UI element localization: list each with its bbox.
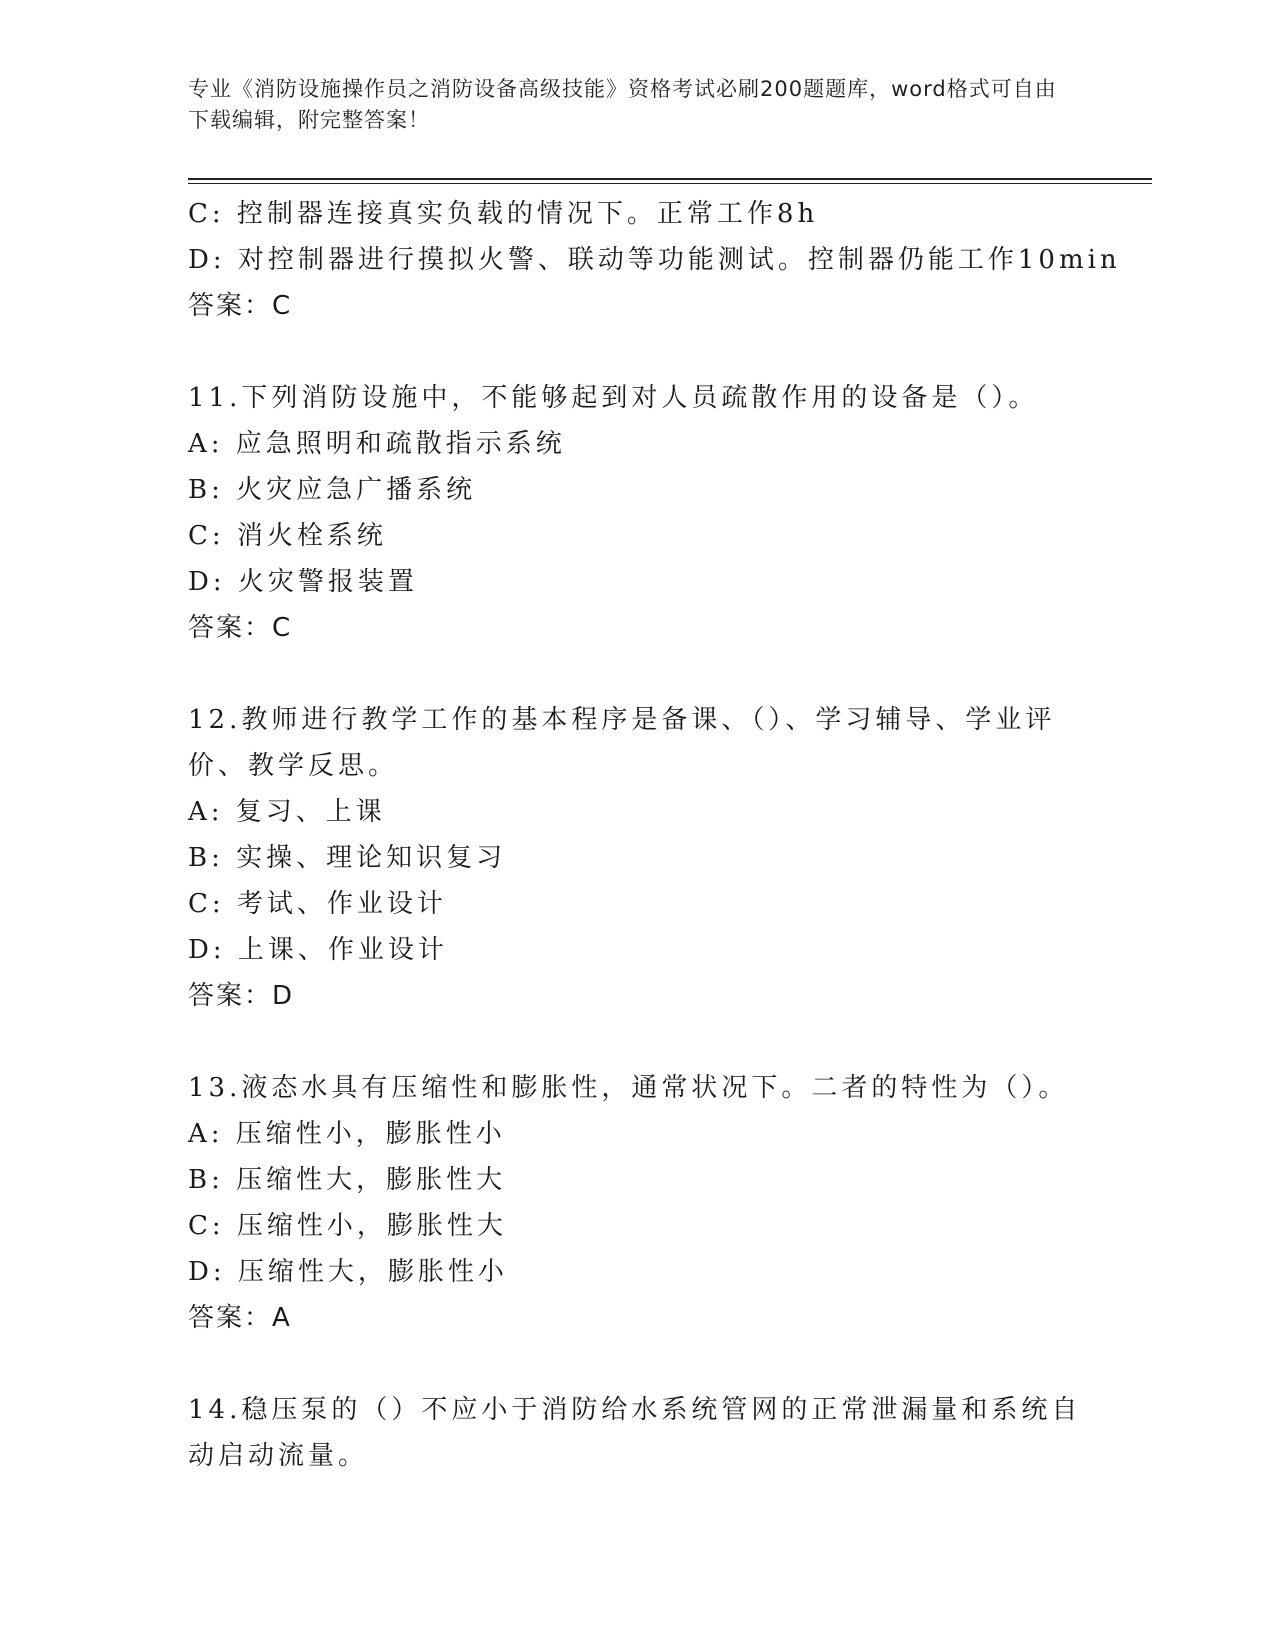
question-block-11 [188,375,1088,651]
option-a: A: 复习、上课 [188,797,386,827]
option-d: D: 对控制器进行摸拟火警、联动等功能测试。控制器仍能工作10min [188,245,1121,275]
option-b: B: 火灾应急广播系统 [188,475,477,505]
spacer [188,1019,1088,1065]
option-a: A: 压缩性小，膨胀性小 [188,1119,506,1149]
spacer [188,1341,1088,1387]
answer-line: 答案：C [188,291,293,321]
answer-line: 答案：A [188,1303,292,1333]
document-body [188,191,1121,1479]
option-d: D: 压缩性大，膨胀性小 [188,1257,508,1287]
question-block-12 [188,697,1088,1019]
option-b: B: 压缩性大，膨胀性大 [188,1165,507,1195]
question-block-14 [188,1387,1088,1479]
option-c: C: 消火栓系统 [188,521,387,551]
spacer [188,651,1088,697]
question-stem: 13.液态水具有压缩性和膨胀性，通常状况下。二者的特性为（）。 [188,1073,1069,1103]
header-divider-thin [188,183,1152,184]
question-block-13 [188,1065,1088,1341]
option-b: B: 实操、理论知识复习 [188,843,507,873]
question-stem: 12.教师进行教学工作的基本程序是备课、（）、学习辅导、学业评价、教学反思。 [188,705,1056,781]
question-stem: 11.下列消防设施中，不能够起到对人员疏散作用的设备是（）。 [188,383,1039,413]
question-stem: 14.稳压泵的（）不应小于消防给水系统管网的正常泄漏量和系统自动启动流量。 [188,1395,1082,1471]
option-d: D: 火灾警报装置 [188,567,418,597]
answer-line: 答案：D [188,981,295,1011]
header-divider [188,178,1152,180]
answer-line: 答案：C [188,613,293,643]
option-a: A: 应急照明和疏散指示系统 [188,429,566,459]
option-d: D: 上课、作业设计 [188,935,448,965]
question-block-partial [188,191,1121,329]
option-c: C: 控制器连接真实负载的情况下。正常工作8h [188,199,819,229]
option-c: C: 压缩性小，膨胀性大 [188,1211,507,1241]
spacer [188,329,1088,375]
option-c: C: 考试、作业设计 [188,889,447,919]
page-header: 专业《消防设施操作员之消防设备高级技能》资格考试必刷200题题库，word格式可自由下载编辑，附完整答案！ [188,77,1057,132]
